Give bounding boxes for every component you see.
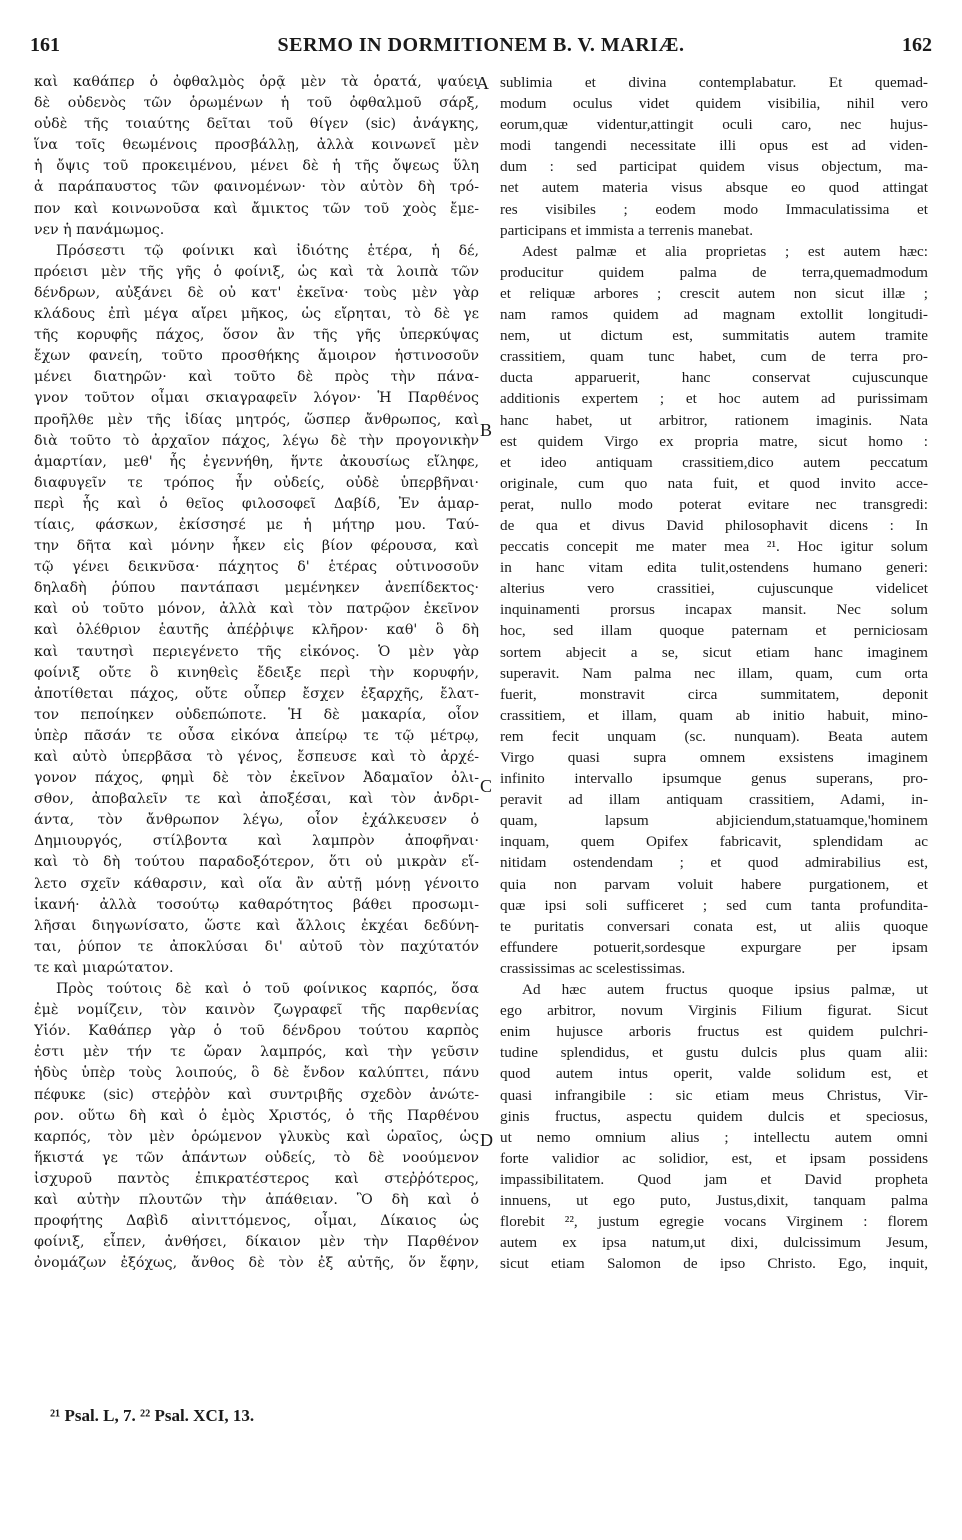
text-line: producitur quidem palma de terra,quemadmodum [500,263,928,281]
text-line: τῷ γένει δεικνῦσα· πάχητος δ' ἑτέρας οὑτινοσοῦν [34,559,479,576]
text-line: et reliquæ arbores ; crescit autem non sicut illæ ; [500,284,928,302]
text-line: tudine splendidus, et gustu dulcis plus quam alii: [500,1044,928,1062]
text-line: ἀ παράπαυστος τῶν φαινομένων· τὸν αὐτὸν δὴ τρό- [34,179,479,196]
text-line: οὐδὲ τῆς τοιαύτης δεῖται τοῦ θίγεν (sic) ἀνάγκης, [34,116,479,133]
text-line: peccatis concepit me mater mea ²¹. Hoc igitur solum [500,538,928,556]
page-number-left: 161 [30,34,60,56]
latin-column [500,72,928,1274]
text-line: originale, cum quo nata fuit, et quod invito acce- [500,474,928,492]
text-line: perat, nullo modo poterat evitare nec transgredi: [500,495,928,513]
text-line: γονον πάχος, φημὶ δὲ τὸν ἐκεῖνον Ἀδαμαῖον ὀλι- [34,770,479,787]
text-line: innuens, ut ego puto, Justus,dixit, tanquam palma [500,1191,928,1209]
text-line: eorum,quæ videntur,attingit oculi caro, nec hujus- [500,116,928,134]
text-line: quod autem intus operit, valde solidum est, et [500,1065,928,1083]
text-line: διαφυγεῖν τε τρόπος ἦν οὐδείς, οὐδὲ ὑπερβῆναι· [34,474,479,491]
text-line: μένει διατηρῶν· καὶ τοῦτο δὲ πρὸς τὴν πάνα- [34,369,479,386]
text-line: τον πεποίηκεν οὐδεπώποτε. Ἡ δὲ μακαρία, οἷον [34,706,479,723]
text-line: crassissimas ac scelestissimas. [500,959,686,977]
margin-letter-a: A [476,73,489,93]
text-line: quam, lapsum abjiciendum,statuamque,'hominem [500,812,928,830]
margin-letter-d: D [480,1130,493,1150]
text-line: ἰσχυροῦ παντὸς ἐπικρατέστερος καὶ στεῤῥότερος, [34,1170,479,1187]
text-line: in hanc vitam edita tulit,ostendens humano generi: [500,559,928,577]
text-line: άντα, τὸν ἄνθρωπον λέγω, οἷον ἐχάλκευσεν ὁ [34,812,479,829]
text-line: impassibilitatem. Quod jam et David propheta [500,1170,928,1188]
text-line: πον καὶ κοινωνοῦσα καὶ ἄμικτος τῶν τοῦ χοὸς ἔμε- [34,200,479,217]
text-line: Πρόσεστι τῷ φοίνικι καὶ ἰδιότης ἑτέρα, ἡ δέ, [56,242,479,259]
text-line: καὶ τὸ δὴ τούτου παραδοξότερον, ὅτι οὐ μικρὰν εἵ- [34,854,479,871]
page-header [30,34,932,64]
text-line: προφήτης Δαβὶδ αἰνιττόμενος, οἶμαι, Δίκαιος ὡς [34,1213,479,1230]
text-line: διὰ τοῦτο τὸ ἀρχαῖον πάχος, λέγω δὲ τὴν προγονικὴν [34,432,479,449]
text-line: ἐμὲ νομίζειν, τὸν καινὸν ζωγραφεῖ τῆς παρθενίας [34,1002,479,1019]
text-line: modi tangendi necessitate illi opus est ad viden- [500,137,928,155]
text-line: ἵνα τοῖς θεωμένοις προσβάλλῃ, ἀλλὰ κοινωνεῖ μὲν [34,137,479,154]
text-line: τῆς κορυφῆς πάχος, ὅσον ἂν τῆς γῆς ὑπερκύψας [34,327,479,344]
text-line: hanc habet, ut arbitror, rationem imaginis. Nata [500,411,928,429]
greek-column [34,72,479,1274]
text-line: infinito intervallo ipsumque genus superans, pro- [500,770,928,788]
text-line: ego arbitror, novum Virginis Filium figurat. Sicut [500,1002,928,1020]
text-line: καὶ οὐ τοῦτο μόνον, ἀλλὰ καὶ τὸν πατρῷον ἐκεῖνον [34,601,479,618]
text-line: Υἱόν. Καθάπερ γὰρ ὁ τοῦ δένδρου τούτου καρπὸς [34,1023,479,1040]
text-line: crassitiem, et illam, quam ab initio habuit, mino- [500,706,928,724]
text-line: net autem materia visus absque eo quod attingat [500,179,928,197]
text-line: participans et immista a terrenis manebat. [500,221,754,239]
text-line: ἀποτίθεται πάχος, οὔτε οὗπερ ἔσχεν ἐξαρχῆς, ἔλατ- [34,685,479,702]
text-line: Virgo quasi supra omnem exsistens imaginem [500,749,928,766]
text-line: ἡδὺς ὑπὲρ τοὺς λοιπούς, ὃ δὲ ἔνδον καλύπτει, πάνυ [34,1065,479,1082]
text-line: inquam, quem Opifex fabricavit, splendidam ac [500,833,928,851]
text-line: peravit ad illam antiquam crassitiem, Adami, in- [500,791,928,809]
text-line: inquinamenti prorsus incapax mansit. Nec solum [500,601,928,619]
text-line: τίαις, φάσκων, ἐκίσσησέ με ἡ μήτηρ μου. Ταύ- [34,516,479,533]
text-line: προῆλθε μὲν τῆς ἰδίας μητρός, ὥσπερ ἄνθρωπος, καὶ [34,411,479,428]
text-line: sublimia et divina contemplabatur. Et quemad- [500,74,928,91]
text-line: effundere potuerit,sordesque expurgare per ipsam [500,938,928,956]
text-line: πέφυκε (sic) στεῤῥὸν καὶ συντριβῆς σχεδὸν ἀνώτε- [34,1086,479,1103]
text-line: τε καὶ μιαρώτατον. [34,959,174,976]
text-line: sicut etiam Salomon de ipso Christo. Ego, inquit, [500,1255,928,1273]
text-line: Adest palmæ et alia proprietas ; est autem hæc: [522,242,928,260]
text-line: δὲ οὐδενὸς τῶν ὁρωμένων ἡ τοῦ ὀφθαλμοῦ σάρξ, [34,95,479,112]
text-line: nem, ut dictum est, summitatis autem tramite [500,327,928,345]
margin-letter-c: C [480,776,493,796]
text-line: καρπός, τὸν μὲν ὁρώμενον γλυκὺς καὶ ὡραῖος, ὡς [34,1128,479,1145]
text-line: florebit ²², justum egregie vocans Virginem : florem [500,1213,928,1231]
text-line: quæ ipsi soli sufficeret ; sed cum tanta profundita- [500,896,928,914]
text-line: σθον, ἀποβαλεῖν τε καὶ ἀποξέσαι, καὶ τὸν ἀνδρι- [34,791,479,808]
text-line: quasi infrangibile : sic etiam meus Christus, Vir- [500,1086,928,1104]
text-line: Ad hæc autem fructus quoque ipsius palmæ, ut [522,981,928,999]
text-line: te puritatis conversari conata est, ut aliis quoque [500,917,928,935]
text-line: ται, ῥύπον τε ἀποκλύσαι δι' αὐτοῦ τὸν παχύτατόν [34,938,479,955]
text-line: καὶ αὐτὴν πλουτῶν τὴν ἀπάθειαν. Ὃ δὴ καὶ ὁ [34,1191,479,1208]
text-line: ginis fructus, aspectu quidem dulcis et speciosus, [500,1107,928,1125]
text-line: crassitiem, quam tunc habet, cum de terra pro- [500,348,928,366]
text-line: δένδρων, αὐξάνει δὲ οὐ κατ' ἐκεῖνα· τοὺς μὲν γὰρ [34,284,479,301]
text-line: λῆσαι διηγωνίσατο, ὥστε καὶ ἄλλοις ἐκχέαι δεδύνη- [34,917,479,934]
text-line: ἐστι μὲν τήν τε ὤραν λαμπρός, καὶ τὴν γεῦσιν [34,1044,479,1061]
text-line: autem ex ipsa natum,ut dixi, dulcissimum Jesum, [500,1234,928,1252]
text-line: καὶ καθάπερ ὁ ὀφθαλμὸς ὁρᾷ μὲν τὰ ὁρατά, ψαύει [34,74,479,90]
text-line: forte validior ac solidior, est, et ipsam possidens [500,1149,928,1167]
text-line: ὀνομάζων ἐξόχως, ἄνθος δὲ τὸν ἐξ αὐτῆς, ὅν ἔφην, [34,1255,479,1272]
footnotes: ²¹ Psal. L, 7. ²² Psal. XCI, 13. [50,1406,255,1425]
text-line: καὶ ταυτησὶ περιεγένετο τῆς εἰκόνος. Ὁ μὲν γὰρ [34,643,479,660]
text-line: ἡ ὄψις τοῦ προκειμένου, μένει δὲ ἡ τῆς ὄψεως ὕλη [34,158,479,175]
text-line: ὑπὲρ πᾶσάν τε οὖσα εἰκόνα ἀπείρῳ τε τῷ μέτρῳ, [34,727,479,744]
text-line: enim hujusce arboris fructus est quidem pulchri- [500,1023,928,1041]
text-line: Δημιουργός, στίλβοντα καὶ λαμπρὸν ἀποφῆναι· [34,833,479,850]
text-line: res visibiles ; eodem modo Immaculatissima et [500,200,928,218]
text-line: ἁμαρτίαν, μεθ' ἧς ἐγεννήθη, ἥντε ἀκουσίως εἴληφε, [34,453,479,470]
text-line: πρόεισι μὲν τῆς γῆς ὁ φοίνιξ, ὡς καὶ τὰ λοιπὰ τῶν [34,263,479,280]
text-line: dum : sed participat quidem visus objectum, ma- [500,158,928,176]
text-line: φοίνιξ, εἶπεν, ἀνθήσει, δίκαιον μὲν τὴν Παρθένον [34,1234,479,1251]
text-line: ut nemo omnium alius ; intellectu autem omni [500,1128,928,1146]
text-line: περὶ ἧς καὶ ὁ θεῖος φιλοσοφεῖ Δαβίδ, Ἐν ἁμαρ- [34,495,479,512]
text-line: δηλαδὴ ῥύπου παντάπασι μεμένηκεν ἀνεπίδεκτος· [34,580,479,597]
text-line: superavit. Nam palma nec illam, quam, cum orta [500,664,928,682]
text-line: φοίνιξ οὔτε ὃ κινηθεὶς ἔδειξε περὶ τὴν κορυφήν, [34,664,479,681]
text-line: ἱκανή· ἀλλὰ τοσούτῳ καθαρότητος βάθει προσωμι- [34,896,479,913]
running-title: SERMO IN DORMITIONEM B. V. MARIÆ. [277,34,685,56]
text-line: γνον τοῦτον οἶμαι σκιαγραφεῖν λόγον· Ἡ Παρθένος [34,390,479,407]
text-line: ἔχων φανείη, τοῦτο προσθήκης ἄμοιρον ἡστινοσοῦν [34,348,479,365]
text-line: hoc, sed illam quoque paternam et perniciosam [500,622,928,640]
text-line: nitidam ostendendam ; et quod admirabilius est, [500,854,928,872]
text-line: additionis expertem ; et hoc autem ad purissimam [500,390,928,408]
text-line: nam ramos quidem ad magnam extollit longitudi- [500,306,928,324]
page-number-right: 162 [902,34,932,56]
text-line: et ideo antiquam crassitiem,dico autem peccatum [500,453,928,471]
text-line: ρον. οὕτω δὴ καὶ ὁ ἐμὸς Χριστός, ὁ τῆς Παρθένου [34,1107,479,1124]
text-line: ducta apparuerit, hanc conservat cujuscunque [500,369,928,387]
text-line: alterius vero crassitiei, cujuscunque videlicet [500,580,928,598]
text-line: est quidem Virgo ex propria matre, sicut homo : [500,432,928,450]
text-line: καὶ αὐτὸ ὑπερβᾶσα τὸ γένος, ἔσπευσε καὶ τὸ ἀρχέ- [34,749,479,765]
text-line: sortem abjecit a se, sicut etiam hanc imaginem [500,643,928,661]
text-line: Πρὸς τούτοις δὲ καὶ ὁ τοῦ φοίνικος καρπός, ὅσα [56,981,479,998]
text-line: modum oculus videt quidem visibilia, nihil vero [500,95,928,113]
text-line: ἥκιστά γε τῶν ἁπάντων οὐδείς, τὸ δὲ νοούμενον [34,1149,479,1166]
text-line: quia non parvam voluit habere purgationem, et [500,875,928,893]
margin-letter-b: B [480,420,493,440]
text-line: νεν ἡ πανάμωμος. [34,221,165,238]
text-line: de qua et divus David philosophavit dicens : In [500,516,928,534]
text-line: κλάδους ἐπὶ μέγα αἴρει μῆκος, ὡς εἴρηται, τὸ δὲ γε [34,306,479,323]
text-line: rem fecit unquam (sc. nunquam). Beata autem [500,727,928,745]
text-line: λετο σχεῖν κάθαρσιν, καὶ οἵα ἂν αὐτῇ μόνῃ γένοιτο [34,875,479,892]
text-line: καὶ ὀλέθριον ἑαυτῆς ἀπέῤῥιψε κλῆρον· καθ' ὃ δὴ [34,622,479,639]
text-line: fuerit, monstravit circa summitatem, deponit [500,685,928,703]
text-line: την δῆτα καὶ μόνην ἧκεν εἰς βίον φέρουσα, καὶ [34,538,479,555]
